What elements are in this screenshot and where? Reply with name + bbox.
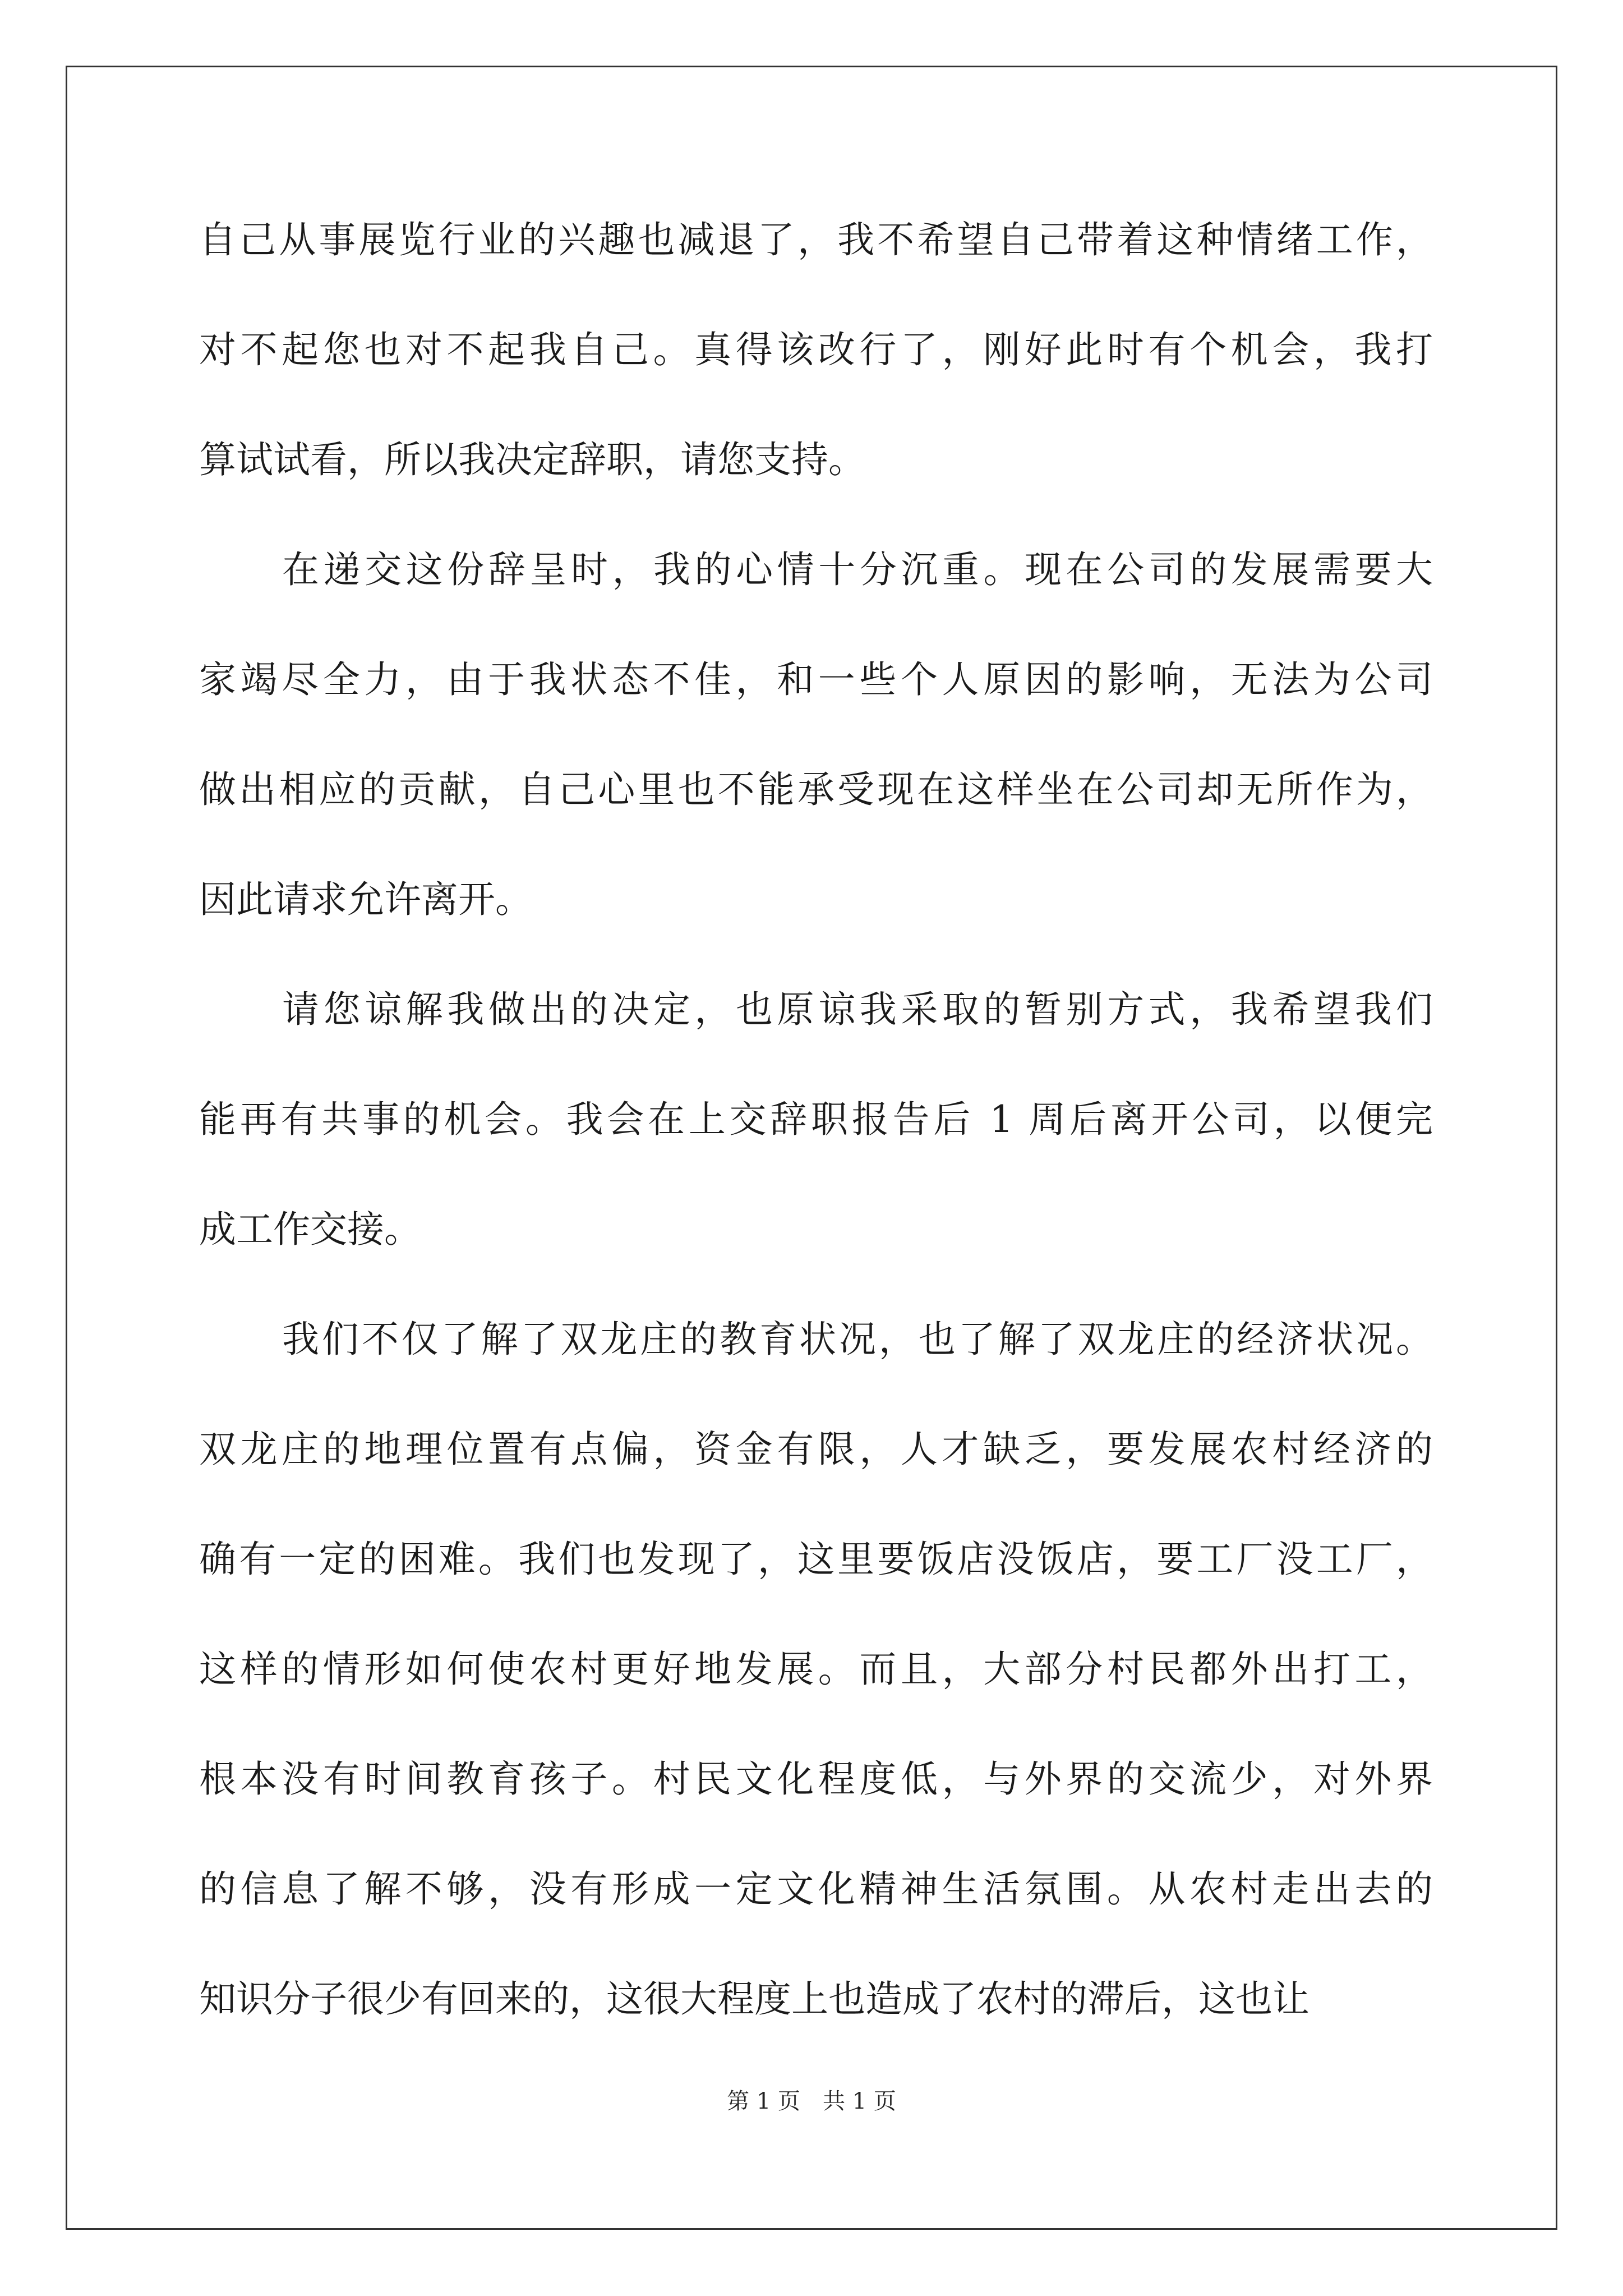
page-footer	[0, 2086, 1623, 2117]
paragraph	[199, 955, 1433, 1285]
text-line: 确有一定的困难。我们也发现了，这里要饭店没饭店，要工厂没工厂，	[199, 1538, 1433, 1581]
text-line: 家竭尽全力，由于我状态不佳，和一些个人原因的影响，无法为公司	[199, 658, 1433, 701]
text-line: 请您谅解我做出的决定，也原谅我采取的暂别方式，我希望我们	[282, 988, 1433, 1031]
paragraph	[199, 1285, 1433, 2054]
document-body	[199, 185, 1433, 2054]
text-line: 根本没有时间教育孩子。村民文化程度低，与外界的交流少，对外界	[199, 1757, 1433, 1801]
text-line: 因此请求允许离开。	[199, 878, 532, 921]
text-line: 我们不仅了解了双龙庄的教育状况，也了解了双龙庄的经济状况。	[282, 1318, 1433, 1361]
page-number: 第 1 页	[727, 2088, 800, 2114]
text-line: 自己从事展览行业的兴趣也减退了，我不希望自己带着这种情绪工作，	[199, 218, 1433, 261]
text-line: 双龙庄的地理位置有点偏，资金有限，人才缺乏，要发展农村经济的	[199, 1428, 1433, 1471]
text-line: 算试试看，所以我决定辞职，请您支持。	[199, 438, 865, 481]
text-line: 对不起您也对不起我自己。真得该改行了，刚好此时有个机会，我打	[199, 328, 1433, 371]
text-line: 做出相应的贡献，自己心里也不能承受现在这样坐在公司却无所作为，	[199, 768, 1433, 811]
text-line: 的信息了解不够，没有形成一定文化精神生活氛围。从农村走出去的	[199, 1867, 1433, 1911]
paragraph	[199, 185, 1433, 515]
page-total: 共 1 页	[823, 2088, 896, 2114]
text-line: 能再有共事的机会。我会在上交辞职报告后 1 周后离开公司，以便完	[199, 1098, 1433, 1141]
text-line: 这样的情形如何使农村更好地发展。而且，大部分村民都外出打工，	[199, 1648, 1433, 1691]
text-line: 知识分子很少有回来的，这很大程度上也造成了农村的滞后，这也让	[199, 1977, 1310, 2021]
text-line: 成工作交接。	[199, 1208, 421, 1251]
text-line: 在递交这份辞呈时，我的心情十分沉重。现在公司的发展需要大	[282, 548, 1433, 591]
paragraph	[199, 515, 1433, 955]
